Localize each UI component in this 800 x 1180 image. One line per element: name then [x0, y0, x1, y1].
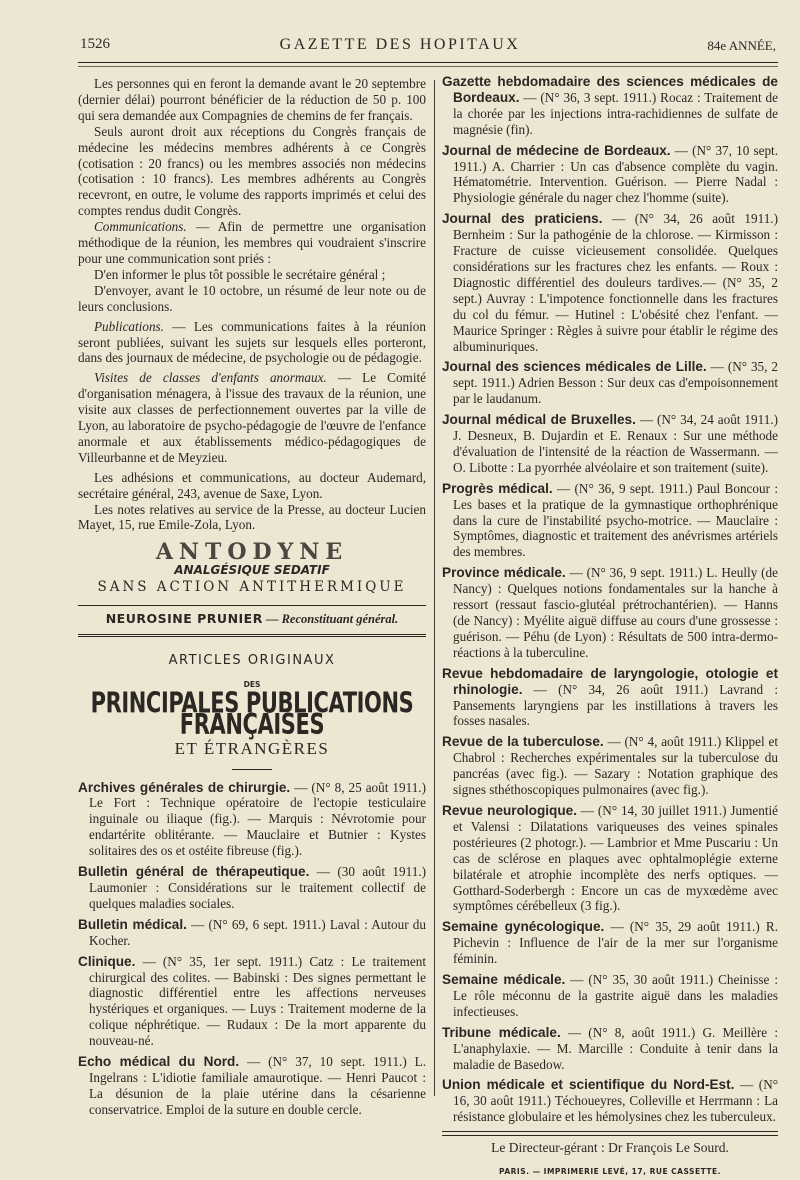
paragraph-text: — Afin de permettre une organisation méthodique de la réunion, les membres qui voudraient s'inscrire pour une communication sont priés : [78, 219, 426, 266]
paragraph [78, 319, 426, 367]
publication-entry [78, 1054, 426, 1118]
publication-entry [442, 359, 778, 407]
entry-text: — (N° 69, 6 sept. 1911.) Laval : Autour du Kocher. [89, 916, 426, 948]
entry-text: — (N° 34, 24 août 1911.) J. Desneux, B. Dujardin et E. Renaux : Sur une méthode d'évaluation de l'intensité de la réaction de Wassermann. — O. Libotte : La pyorrhée alvéolaire et son traitement (suite). [453, 412, 779, 475]
ad-neurosine-name: NEUROSINE PRUNIER [105, 611, 263, 627]
publication-entry [78, 864, 426, 912]
journal-name: Tribune médicale. [442, 1024, 561, 1040]
left-column [78, 76, 426, 1123]
journal-name: Union médicale et scientifique du Nord-Est. [442, 1077, 735, 1093]
paragraph: Les personnes qui en feront la demande avant le 20 septembre (dernier délai) pourront bénéficier de la réduction de 50 p. 100 qui sera demandée aux Compagnies de chemins de fer français. [78, 76, 426, 123]
section-subtitle: ET ÉTRANGÈRES [174, 738, 330, 758]
entry-text: — (N° 34, 26 août 1911.) Bernheim : Sur la pathogénie de la chlorose. — Kirmisson : Fracture de cuisse vicieusement consolidée. Quelques considérations sur les fractures chez les enfants. — Roux : Diagnostic différentiel des douleurs tardives.— (N° 35, 2 sept.) Auvray : L'impotence fonctionnelle dans les fractures du col du fémur. — Hutinel : L'obésité chez l'enfant. — Maurice Springer : Règles à suivre pour établir le régime des albuminuriques. [453, 211, 778, 354]
publication-entry [442, 1025, 778, 1073]
subheading: Visites de classes d'enfants anormaux. [94, 370, 327, 386]
publication-entry [442, 412, 778, 476]
publication-entry [78, 917, 426, 949]
journal-name: Journal des sciences médicales de Lille. [442, 359, 707, 375]
publication-entry [442, 734, 778, 798]
journal-name: Semaine gynécologique. [442, 919, 605, 935]
publication-entry [442, 565, 778, 660]
journal-name: Semaine médicale. [442, 972, 566, 988]
journal-name: Bulletin général de thérapeutique. [78, 864, 310, 880]
section-rule [232, 769, 272, 770]
publication-entry [442, 666, 778, 730]
journal-name: Gazette hebdomadaire des sciences médicales de Bordeaux. [442, 74, 778, 105]
paragraph: D'envoyer, avant le 10 octobre, un résumé de leur note ou de leurs conclusions. [78, 282, 426, 314]
paragraph-text: — Le Comité d'organisation ménagera, à l'issue des travaux de la réunion, une visite aux classes de perfectionnement ouvertes par la ville de Lyon, au laboratoire de psycho-pédagogie de l'œuvre de l'enfance anormale et aux établissements médico-pédagogiques de Villeurbanne et de Meyzieu. [78, 370, 426, 465]
journal-name: Echo médical du Nord. [78, 1054, 240, 1070]
year-label: 84e ANNÉE, [707, 38, 776, 53]
entry-text: — (N° 36, 9 sept. 1911.) L. Heully (de Nancy) : Quelques notions fondamentales sur la hanche à ressort (ressaut fascio-glutéal prétrochantérien). — Hanns (de Nancy) : Myélite aiguë diffuse au cours d'une grossesse : guérison. — Péhu (de Lyon) : Résultats de 500 intra-dermo-réactions à la tuberculine. [453, 565, 778, 660]
entry-text: — (N° 35, 29 août 1911.) R. Pichevin : Influence de l'air de la mer sur l'organisme féminin. [453, 919, 778, 967]
journal-name: Revue hebdomadaire de laryngologie, otologie et rhinologie. [442, 665, 778, 697]
section-title-box [78, 634, 426, 770]
journal-name: Journal des praticiens. [442, 211, 603, 227]
paragraph: Les adhésions et communications, au docteur Audemard, secrétaire général, 243, avenue de Saxe, Lyon. [78, 469, 426, 501]
journal-name: Province médicale. [442, 565, 566, 581]
paragraph: Seuls auront droit aux réceptions du Congrès français de médecine les médecins membres adhérents à ce Congrès (cotisation : 20 francs) ou les membres associés non médecins (cotisation : 10 francs). Les membres adhérents au Congrès recevront, en outre, le volume des rapports imprimés et celui des comptes rendus dudit Congrès. [78, 123, 426, 219]
entry-text: — (N° 8, août 1911.) G. Meillère : L'anaphylaxie. — M. Marcille : Conduite à tenir dans la maladie de Basedow. [453, 1024, 778, 1072]
right-column [442, 74, 778, 1180]
section-heading: ARTICLES ORIGINAUX [168, 653, 336, 668]
journal-name: Progrès médical. [442, 480, 553, 496]
paragraph [78, 219, 426, 267]
journal-name: Journal médical de Bruxelles. [442, 412, 636, 428]
publication-entry [442, 803, 778, 914]
header-rule-thin [78, 66, 778, 67]
printer-line: PARIS. — IMPRIMERIE LEVÉ, 17, RUE CASSETTE. [499, 1167, 721, 1177]
director-line: Le Directeur-gérant : Dr François Le Sourd. [491, 1140, 729, 1156]
publication-entry [442, 919, 778, 967]
section-des: DES [243, 679, 261, 689]
entry-text: — (N° 35, 30 août 1911.) Cheinisse : Le rôle méconnu de la gastrite aiguë dans les maladies infectieuses. [453, 972, 778, 1019]
entry-text: — (N° 37, 10 sept. 1911.) L. Ingelrans : L'idiotie familiale amaurotique. — Henri Paucot : La désunion de la plaie utérine dans la césarienne conservatrice. Emploi de la suture en double cercle. [89, 1054, 426, 1117]
subheading: Publications. [94, 318, 164, 334]
publication-list-right [442, 74, 778, 1125]
publication-entry [442, 1077, 778, 1125]
section-main-title: PRINCIPALES PUBLICATIONS FRANÇAISES [90, 686, 414, 741]
publication-entry [442, 211, 778, 354]
paragraph-text: — Les communications faites à la réunion seront publiées, suivant les sujets sur lesquels elles porteront, dans des journaux de médecine, de psychologie ou de pédagogie. [78, 318, 426, 366]
journal-name: Archives générales de chirurgie. [78, 779, 291, 795]
entry-text: — (N° 35, 1er sept. 1911.) Catz : Le traitement chirurgical des colites. — Babinski : Des signes permettant le diagnostic différentiel entre les affections nerveuses hystériques et organiques. — Luys : Traitement moderne de la colique néphrétique. — Rudaux : De la mort apparente du nouveau-né. [89, 953, 426, 1049]
entry-text: — (N° 36, 9 sept. 1911.) Paul Boncour : Les bases et la pratique de la gymnastique orthophrénique dans la cure de l'instabilité psycho-motrice. — Mauclaire : Symptômes, diagnostic et traitement des anévrismes artériels des membres. [453, 480, 778, 560]
publication-entry [78, 954, 426, 1049]
paragraph: D'en informer le plus tôt possible le secrétaire général ; [94, 266, 386, 282]
subheading: Communications. [94, 219, 187, 235]
entry-text: — (N° 34, 26 août 1911.) Lavrand : Pansements laryngiens par les instillations à travers les fosses nasales. [453, 681, 778, 729]
publication-entry [442, 74, 778, 138]
publication-entry [442, 143, 778, 207]
journal-name: Revue de la tuberculose. [442, 734, 604, 750]
publication-entry [442, 481, 778, 561]
ad-subtitle: ANALGÉSIQUE SEDATIF [174, 563, 330, 578]
publication-list-left [78, 780, 426, 1118]
entry-text: — (N° 36, 3 sept. 1911.) Rocaz : Traitement de la chorée par les injections intra-rachidiennes de sulfate de magnésie (fin). [453, 89, 778, 137]
ad-product-name: ANTODYNE [155, 539, 349, 566]
footer-rule [442, 1131, 778, 1136]
publication-entry [442, 972, 778, 1020]
entry-text: — (N° 8, 25 août 1911.) Le Fort : Technique opératoire de l'ectopie testiculaire inguinale ou iliaque (fig.). — Marquis : Névrotomie pour endartérite oblitérante. — Mauclaire et Butnier : Kystes solitaires des os et ostéite fibreuse (fig.). [89, 779, 426, 859]
publication-entry [78, 780, 426, 860]
column-divider [434, 80, 435, 1096]
entry-text: — (N° 37, 10 sept. 1911.) A. Charrier : Un cas d'absence complète du vagin. Hématométrie. Intervention. Guérison. — Pierre Nadal : Physiologie générale du nager chez l'homme (suite). [453, 142, 778, 206]
paragraph: Les notes relatives au service de la Presse, au docteur Lucien Mayet, 15, rue Emile-Zola, Lyon. [78, 501, 426, 533]
ad-neurosine [78, 605, 426, 628]
ad-neurosine-desc: — Reconstituant général. [265, 612, 399, 627]
journal-name: Bulletin médical. [78, 916, 187, 932]
page-number: 1526 [80, 36, 110, 52]
advertisement [78, 539, 426, 628]
paragraph [78, 370, 426, 465]
journal-name: Journal de médecine de Bordeaux. [442, 142, 671, 158]
entry-text: — (N° 16, 30 août 1911.) Téchoueyres, Colleville et Herrmann : La résistance globulaire et les hémolysines chez les tuberculeux. [453, 1077, 778, 1125]
entry-text: — (N° 14, 30 juillet 1911.) Jumentié et Valensi : Dilatations variqueuses des veines spinales postérieures (2 photogr.). — Lambrior et Mme Puscariu : Un cas de sclérose en plaques avec ophtalmoplégie externe bilatérale et atrophie incomplète des nerfs optiques. — Gotthard-Soderbergh : Encore un cas de myxœdème avec symptômes cérébelleux (3 fig.). [453, 802, 779, 914]
ad-tagline: SANS ACTION ANTITHERMIQUE [97, 579, 407, 596]
entry-text: — (N° 4, août 1911.) Klippel et Chabrol : Recherches expérimentales sur la tuberculose du pancréas (avec fig.). — Sazary : Notation graphique des signes sthéthoscopiques pulmonaires (avec fig.). [453, 734, 778, 798]
header-rule [78, 62, 778, 63]
entry-text: — (N° 35, 2 sept. 1911.) Adrien Besson : Sur deux cas d'empoisonnement par le laudanum. [453, 359, 778, 407]
journal-name: Clinique. [78, 953, 136, 969]
entry-text: — (30 août 1911.) Laumonier : Considérations sur le traitement collectif de quelques maladies sociales. [89, 864, 427, 911]
journal-name: Revue neurologique. [442, 802, 578, 818]
journal-title: GAZETTE DES HOPITAUX [279, 36, 521, 53]
